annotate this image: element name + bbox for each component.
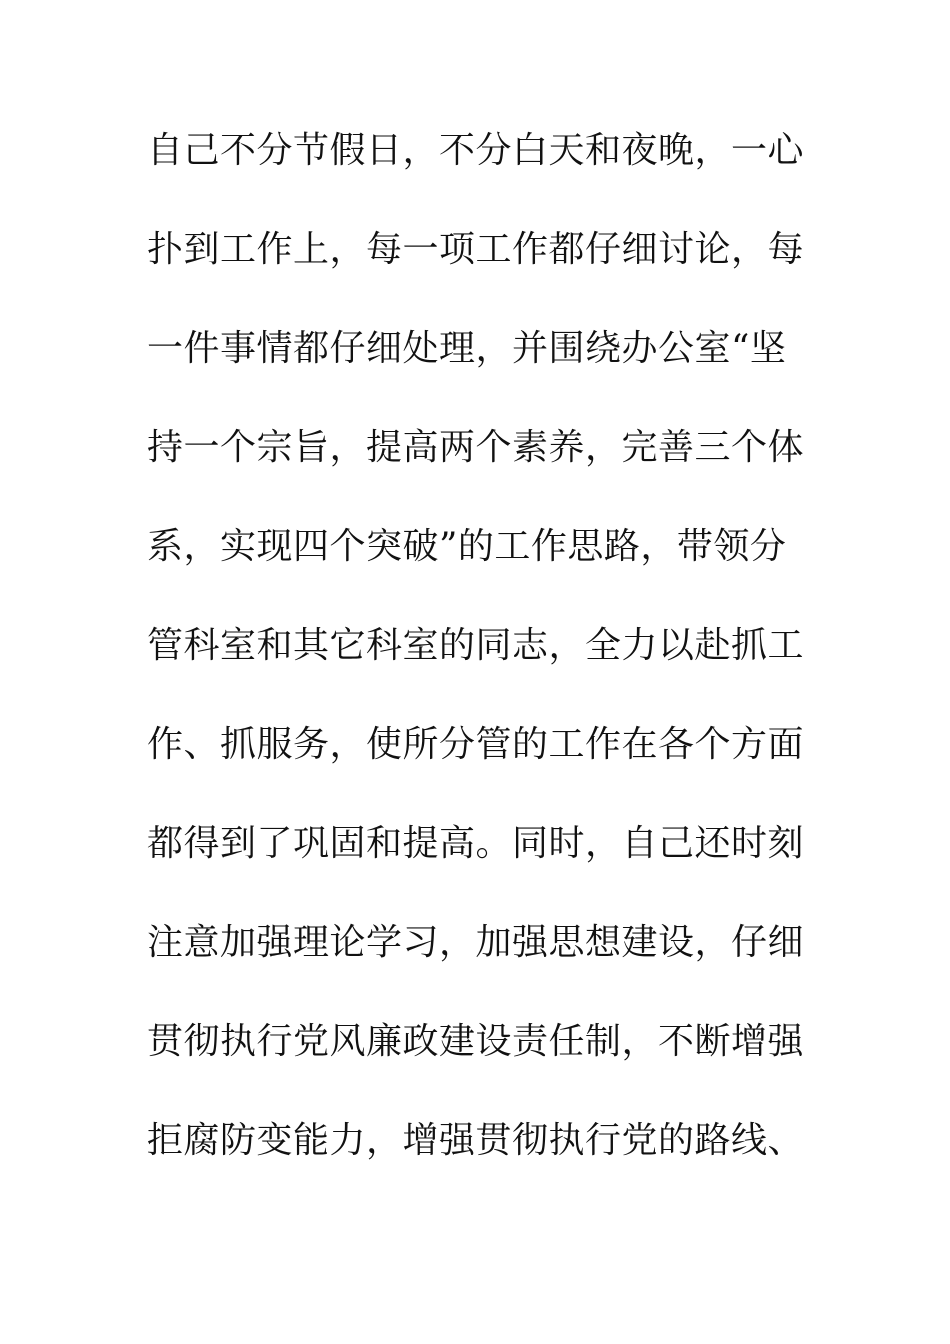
text-line: 一件事情都仔细处理，并围绕办公室“坚 (147, 328, 787, 369)
text-line: 扑到工作上，每一项工作都仔细讨论，每 (147, 229, 805, 270)
text-line: 都得到了巩固和提高。同时，自己还时刻 (147, 823, 805, 864)
text-line: 持一个宗旨，提高两个素养，完善三个体 (147, 427, 805, 468)
text-line: 系，实现四个突破”的工作思路，带领分 (147, 526, 787, 567)
text-line: 作、抓服务，使所分管的工作在各个方面 (147, 724, 805, 765)
text-line: 自己不分节假日，不分白天和夜晚，一心 (147, 130, 805, 171)
text-line: 贯彻执行党风廉政建设责任制，不断增强 (147, 1021, 805, 1062)
text-line: 管科室和其它科室的同志，全力以赴抓工 (147, 625, 805, 666)
text-line: 注意加强理论学习，加强思想建设，仔细 (147, 922, 805, 963)
document-body-text (147, 120, 805, 1209)
text-line: 拒腐防变能力，增强贯彻执行党的路线、 (147, 1120, 805, 1161)
